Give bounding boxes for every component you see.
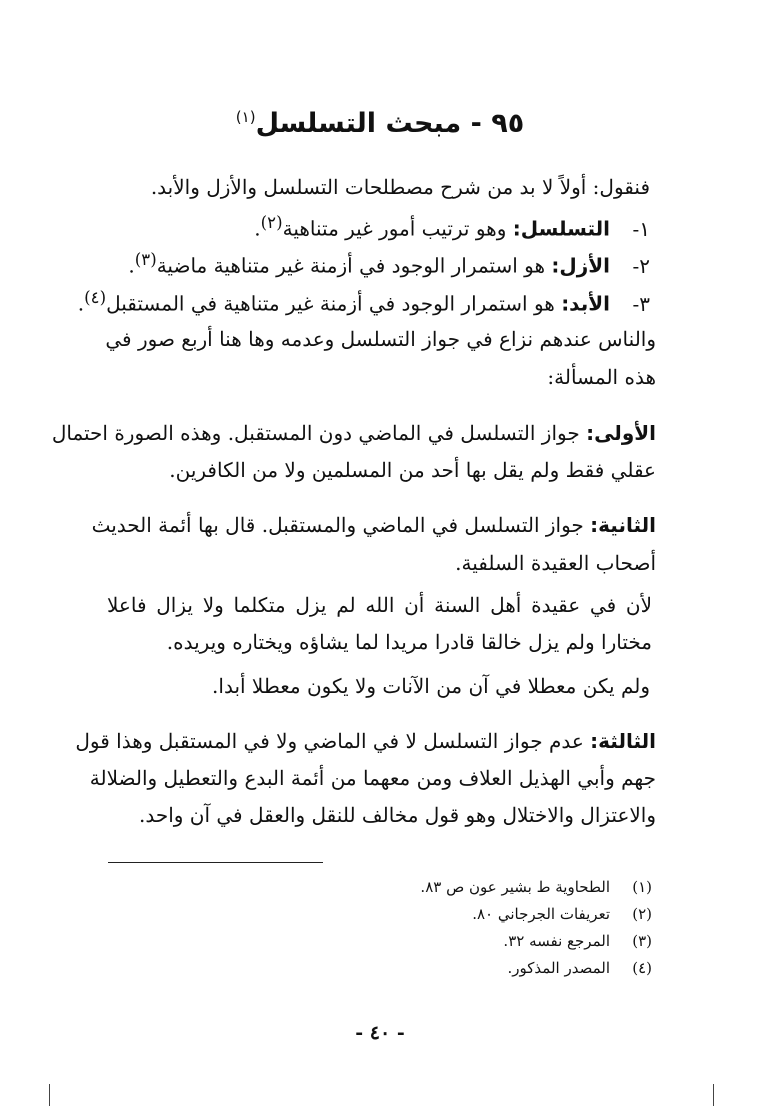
footnote-text: المصدر المذكور.: [507, 959, 610, 977]
case-text: عدم جواز التسلسل لا في الماضي ولا في المستقبل وهذا قول: [75, 729, 591, 753]
footnote-3: [232, 930, 652, 952]
definition-end: .: [77, 291, 85, 316]
definition-term: الأبد:: [561, 291, 610, 316]
footnote-text: الطحاوية ط بشير عون ص ٨٣.: [420, 878, 610, 896]
definition-end: .: [254, 216, 261, 241]
page-number: - ٤٠ -: [355, 1022, 405, 1044]
case-term: الأولى:: [586, 421, 656, 445]
case-third-line: [75, 726, 656, 756]
case-first-line: [51, 418, 656, 448]
footnote-marker: (٤): [84, 288, 107, 307]
definition-2: [110, 245, 650, 281]
case-second-line: أصحاب العقيدة السلفية.: [455, 551, 656, 575]
footnote-1: [232, 876, 652, 898]
case-term: الثالثة:: [590, 729, 656, 753]
footnote-number: (٢): [632, 905, 652, 923]
case-second-line: [91, 510, 656, 540]
definition-number: ١-: [632, 216, 650, 241]
footnote-4: [232, 957, 652, 979]
paragraph-line: مختارا ولم يزل خالقا قادرا مريدا لما يشاؤه ويختاره ويريده.: [166, 630, 652, 654]
case-third-line: والاعتزال والاختلال وهو قول مخالف للنقل والعقل في آن واحد.: [138, 803, 656, 827]
definition-term: التسلسل:: [512, 216, 610, 241]
footnote-number: (٣): [632, 932, 652, 950]
definition-text: هو استمرار الوجود في أزمنة غير متناهية ماضية: [156, 253, 552, 278]
footnote-divider: [108, 862, 323, 863]
definition-number: ٣-: [632, 291, 650, 316]
paragraph-line: لأن في عقيدة أهل السنة أن الله لم يزل متكلما ولا يزال فاعلا: [107, 593, 652, 617]
paragraph-line: ولم يكن معطلا في آن من الآنات ولا يكون معطلا أبدا.: [212, 674, 650, 698]
paragraph-line: والناس عندهم نزاع في جواز التسلسل وعدمه وها هنا أربع صور في: [105, 327, 656, 351]
paragraph-line: هذه المسألة:: [547, 365, 656, 389]
definition-end: .: [128, 253, 135, 278]
definition-number: ٢-: [632, 253, 650, 278]
case-first-line: عقلي فقط ولم يقل بها أحد من المسلمين ولا من الكافرين.: [169, 458, 656, 482]
footnote-number: (٤): [632, 959, 652, 977]
definition-3: [77, 283, 650, 319]
definition-text: هو استمرار الوجود في أزمنة غير متناهية في المستقبل: [106, 291, 562, 316]
definition-text: وهو ترتيب أمور غير متناهية: [282, 216, 513, 241]
crop-mark: [49, 1084, 50, 1106]
crop-mark: [713, 1084, 714, 1106]
case-text: جواز التسلسل في الماضي دون المستقبل. وهذه الصورة احتمال: [51, 421, 587, 445]
footnote-marker: (٢): [260, 213, 283, 232]
section-title: [0, 108, 760, 139]
case-term: الثانية:: [590, 513, 656, 537]
definition-1: [110, 208, 650, 244]
case-third-line: جهم وأبي الهذيل العلاف ومن معهما من أئمة البدع والتعطيل والضلالة: [89, 766, 656, 790]
footnote-text: تعريفات الجرجاني ٨٠.: [472, 905, 610, 923]
footnote-number: (١): [632, 878, 652, 896]
definition-term: الأزل:: [551, 253, 610, 278]
intro-line: فنقول: أولاً لا بد من شرح مصطلحات التسلسل والأزل والأبد.: [150, 175, 650, 199]
footnote-2: [232, 903, 652, 925]
case-text: جواز التسلسل في الماضي والمستقبل. قال بها أئمة الحديث: [91, 513, 591, 537]
title-footnote-marker: (١): [235, 108, 256, 126]
footnote-marker: (٣): [134, 250, 157, 269]
section-title-text: ٩٥ - مبحث التسلسل: [255, 108, 525, 139]
footnote-text: المرجع نفسه ٣٢.: [503, 932, 610, 950]
